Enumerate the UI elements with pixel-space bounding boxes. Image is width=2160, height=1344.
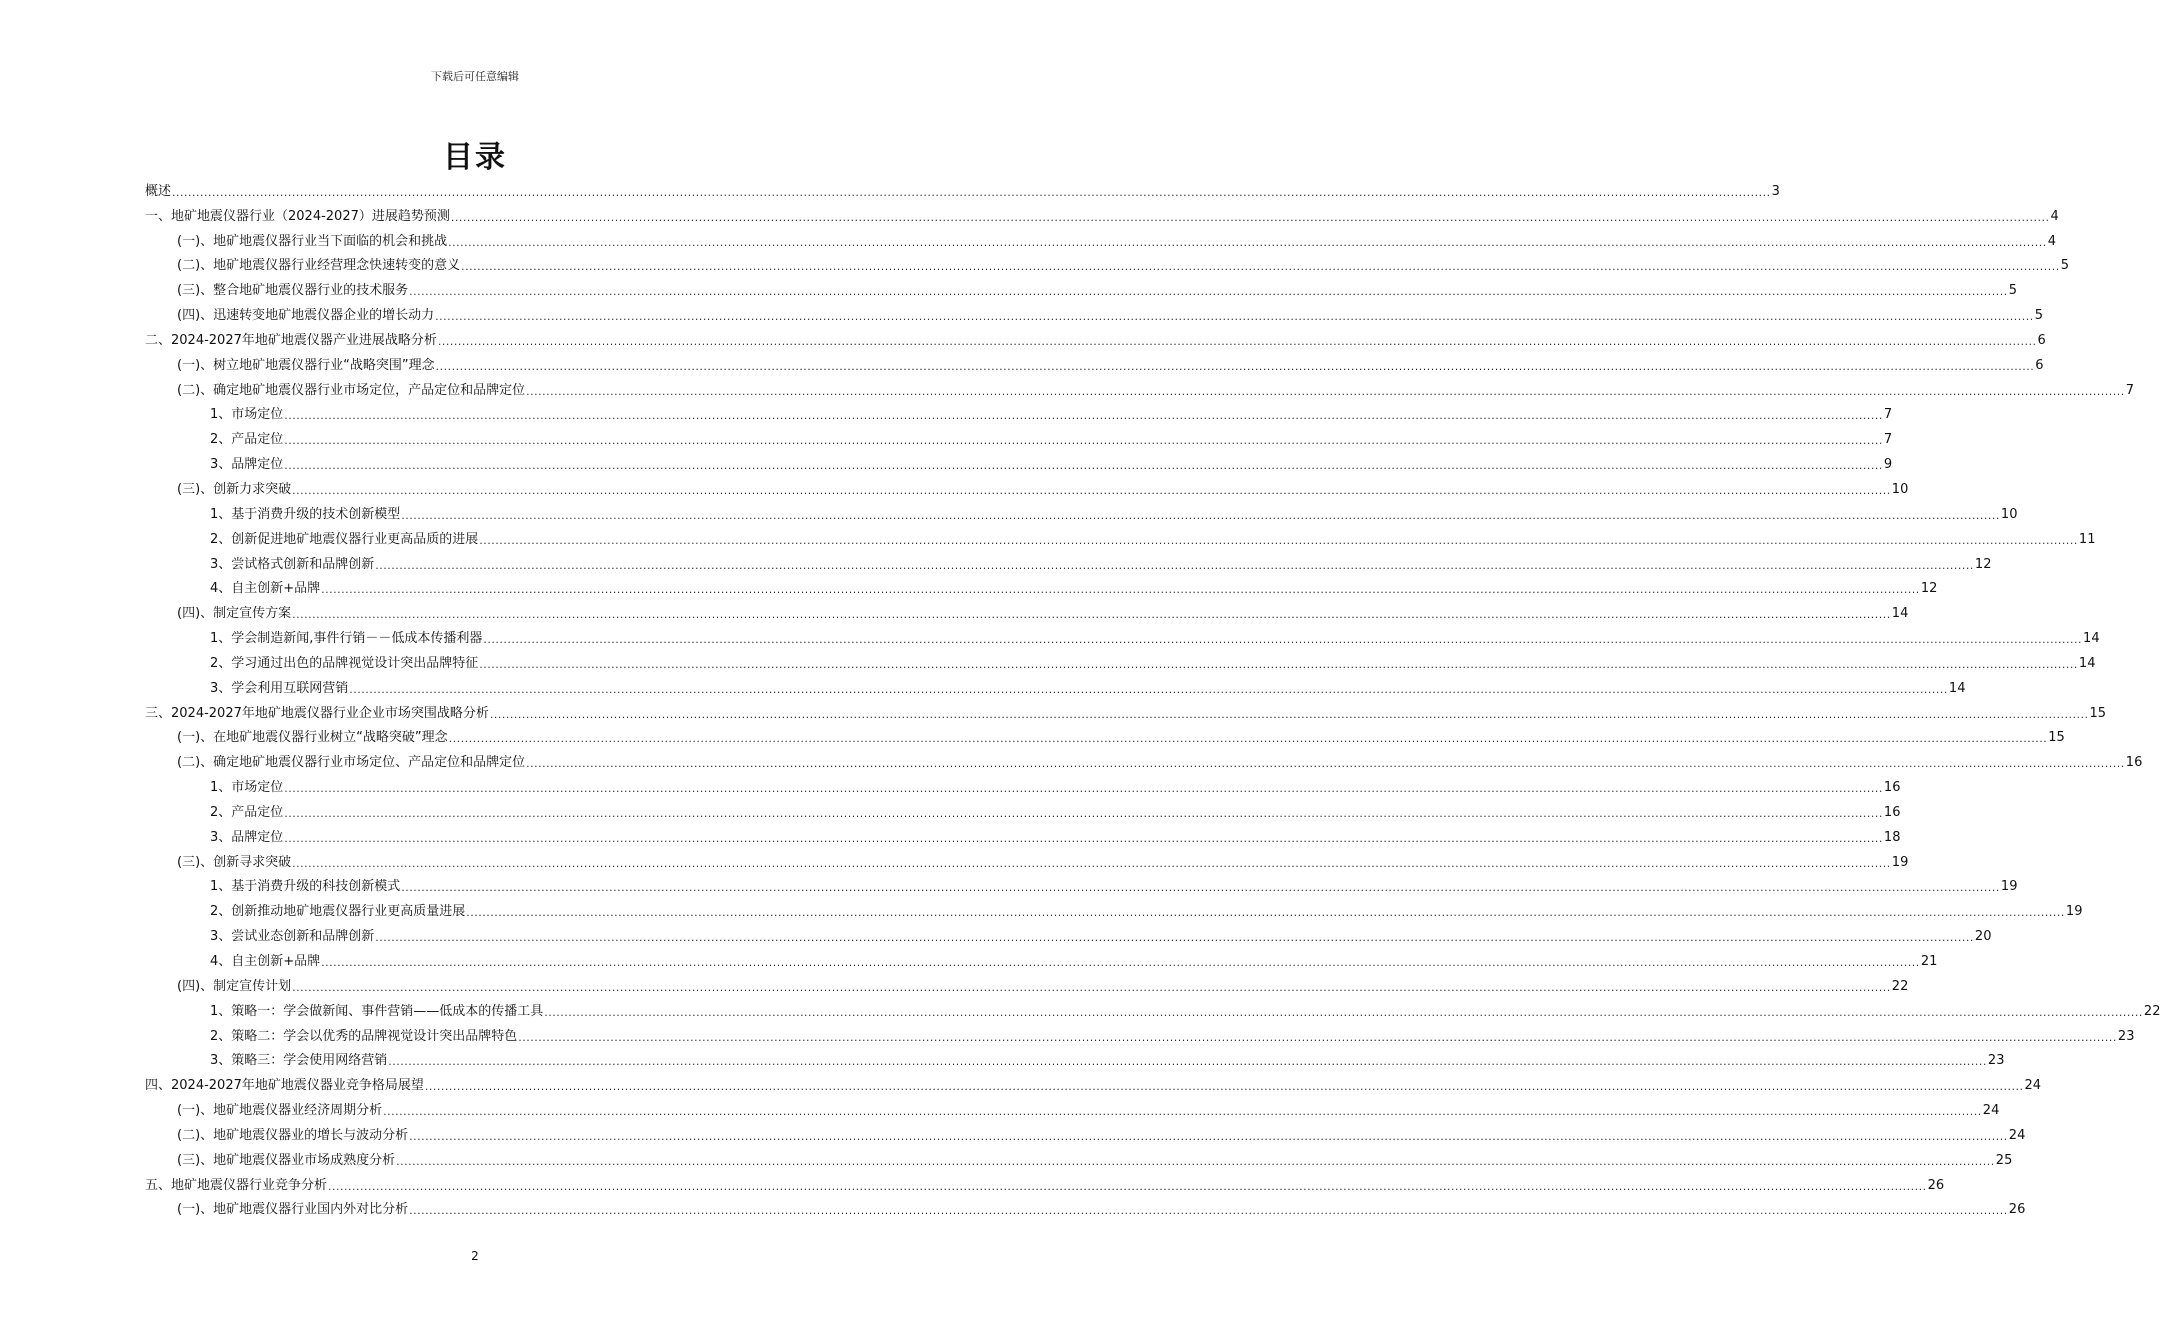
toc-entry-title: 2、策略二：学会以优秀的品牌视觉设计突出品牌特色 [210, 1028, 518, 1044]
toc-entry[interactable] [145, 1195, 2026, 1220]
toc-entry-page-number: 14 [1891, 606, 1909, 622]
toc-entry-page-number: 21 [1920, 954, 1938, 969]
toc-entry-page-number: 4 [2047, 233, 2057, 249]
toc-dot-leader: ................................................................................................................................................................................................................................................................................................................................................................................................................ [284, 806, 1883, 820]
toc-entry-page-number: 5 [2060, 258, 2070, 274]
toc-entry-page-number: 12 [1974, 556, 1992, 572]
toc-entry-title: (三)、创新寻求突破 [177, 854, 292, 870]
toc-dot-leader: ................................................................................................................................................................................................................................................................................................................................................................................................................ [284, 782, 1883, 796]
toc-entry[interactable] [145, 673, 1966, 698]
toc-entry-page-number: 25 [1995, 1152, 2013, 1168]
toc-entry-title: (四)、迅速转变地矿地震仪器企业的增长动力 [177, 308, 435, 324]
toc-entry-title: 二、2024-2027年地矿地震仪器产业进展战略分析 [145, 332, 437, 348]
toc-entry-title: (三)、整合地矿地震仪器行业的技术服务 [177, 283, 409, 299]
toc-entry-page-number: 23 [2117, 1028, 2135, 1044]
toc-dot-leader: ................................................................................................................................................................................................................................................................................................................................................................................................................ [409, 1204, 2008, 1218]
toc-entry-title: 一、地矿地震仪器行业（2024-2027）进展趋势预测 [145, 208, 450, 224]
toc-entry-page-number: 20 [1974, 929, 1992, 945]
toc-dot-leader: ................................................................................................................................................................................................................................................................................................................................................................................................................ [328, 1179, 1927, 1193]
toc-entry[interactable] [145, 872, 2018, 897]
toc-entry[interactable] [145, 375, 2135, 400]
toc-entry-title: 2、产品定位 [210, 804, 284, 820]
toc-entry[interactable] [145, 499, 2018, 524]
toc-dot-leader: ................................................................................................................................................................................................................................................................................................................................................................................................................ [526, 757, 2125, 771]
toc-entry-page-number: 6 [2035, 357, 2044, 373]
toc-dot-leader: ................................................................................................................................................................................................................................................................................................................................................................................................................ [284, 409, 1883, 423]
page-header-note: 下载后可任意编辑 [431, 70, 519, 83]
toc-entry-title: 1、基于消费升级的科技创新模式 [210, 879, 401, 895]
toc-dot-leader: ................................................................................................................................................................................................................................................................................................................................................................................................................ [518, 1030, 2117, 1044]
toc-entry-title: 1、基于消费升级的技术创新模型 [210, 506, 401, 522]
toc-entry[interactable] [145, 946, 1938, 971]
toc-entry-title: 2、创新促进地矿地震仪器行业更高品质的进展 [210, 531, 479, 547]
toc-entry[interactable] [145, 648, 2096, 673]
toc-dot-leader: ................................................................................................................................................................................................................................................................................................................................................................................................................ [448, 235, 2047, 249]
toc-dot-leader: ................................................................................................................................................................................................................................................................................................................................................................................................................ [479, 657, 2078, 671]
toc-entry[interactable] [145, 251, 2070, 276]
toc-dot-leader: ................................................................................................................................................................................................................................................................................................................................................................................................................ [424, 1080, 2024, 1094]
toc-dot-leader: ................................................................................................................................................................................................................................................................................................................................................................................................................ [172, 185, 1771, 199]
toc-dot-leader: ................................................................................................................................................................................................................................................................................................................................................................................................................ [479, 533, 2078, 547]
toc-entry[interactable] [145, 623, 2100, 648]
toc-dot-leader: ................................................................................................................................................................................................................................................................................................................................................................................................................ [375, 558, 1974, 572]
toc-entry-page-number: 14 [2083, 631, 2100, 647]
toc-entry-page-number: 19 [2065, 904, 2083, 920]
toc-entry-title: 3、品牌定位 [210, 829, 284, 845]
toc-entry-title: (三)、地矿地震仪器业市场成熟度分析 [177, 1152, 396, 1168]
toc-entry[interactable] [145, 350, 2044, 375]
toc-dot-leader: ................................................................................................................................................................................................................................................................................................................................................................................................................ [396, 1154, 1995, 1168]
toc-entry[interactable] [145, 1021, 2135, 1046]
toc-entry-title: 4、自主创新+品牌 [210, 581, 321, 597]
toc-entry[interactable] [145, 1120, 2026, 1145]
toc-entry-title: 五、地矿地震仪器行业竞争分析 [145, 1177, 328, 1193]
toc-entry-page-number: 26 [1927, 1177, 1945, 1193]
toc-entry-title: (四)、制定宣传方案 [177, 606, 292, 622]
toc-entry-title: 1、市场定位 [210, 407, 284, 423]
toc-dot-leader: ................................................................................................................................................................................................................................................................................................................................................................................................................ [401, 881, 2000, 895]
toc-entry-title: (一)、在地矿地震仪器行业树立“战略突破”理念 [177, 730, 448, 746]
toc-entry-title: 概述 [145, 183, 172, 199]
toc-entry-title: 2、创新推动地矿地震仪器行业更高质量进展 [210, 904, 466, 920]
toc-entry[interactable] [145, 996, 2160, 1021]
toc-entry[interactable] [145, 1070, 2042, 1095]
toc-entry[interactable] [145, 822, 1901, 847]
toc-entry-title: (一)、地矿地震仪器行业当下面临的机会和挑战 [177, 233, 448, 249]
toc-entry-title: 1、策略一：学会做新闻、事件营销——低成本的传播工具 [210, 1003, 544, 1019]
toc-entry-title: 3、学会利用互联网营销 [210, 680, 349, 696]
toc-entry-title: 三、2024-2027年地矿地震仪器行业企业市场突围战略分析 [145, 705, 489, 721]
toc-entry-page-number: 7 [1883, 432, 1893, 448]
toc-dot-leader: ................................................................................................................................................................................................................................................................................................................................................................................................................ [526, 384, 2125, 398]
toc-entry[interactable] [145, 524, 2096, 549]
toc-entry-title: 4、自主创新+品牌 [210, 954, 321, 969]
toc-entry-page-number: 19 [1891, 854, 1909, 870]
toc-entry-page-number: 24 [1982, 1103, 2000, 1119]
toc-dot-leader: ................................................................................................................................................................................................................................................................................................................................................................................................................ [292, 856, 1891, 870]
toc-entry-page-number: 23 [1987, 1053, 2005, 1069]
table-of-contents [145, 176, 2160, 1219]
toc-entry[interactable] [145, 1145, 2013, 1170]
toc-dot-leader: ................................................................................................................................................................................................................................................................................................................................................................................................................ [292, 483, 1891, 497]
toc-entry-page-number: 16 [1883, 780, 1901, 796]
toc-entry[interactable] [145, 474, 1909, 499]
toc-entry-page-number: 6 [2037, 332, 2046, 348]
toc-entry-page-number: 12 [1920, 581, 1938, 597]
toc-entry-page-number: 11 [2078, 531, 2096, 547]
toc-entry-page-number: 4 [2050, 208, 2059, 224]
toc-entry[interactable] [145, 1046, 2005, 1071]
toc-dot-leader: ................................................................................................................................................................................................................................................................................................................................................................................................................ [284, 831, 1883, 845]
toc-entry[interactable] [145, 1095, 2000, 1120]
toc-entry[interactable] [145, 896, 2083, 921]
toc-entry-page-number: 14 [2078, 655, 2096, 671]
toc-entry[interactable] [145, 275, 2018, 300]
toc-entry-page-number: 5 [2008, 283, 2018, 299]
toc-entry[interactable] [145, 772, 1901, 797]
toc-entry[interactable] [145, 598, 1909, 623]
toc-entry-page-number: 15 [2089, 705, 2107, 721]
toc-dot-leader: ................................................................................................................................................................................................................................................................................................................................................................................................................ [409, 1129, 2008, 1143]
toc-dot-leader: ................................................................................................................................................................................................................................................................................................................................................................................................................ [349, 682, 1948, 696]
toc-entry[interactable] [145, 424, 1893, 449]
toc-entry-title: (二)、确定地矿地震仪器行业市场定位、产品定位和品牌定位 [177, 755, 526, 771]
toc-entry-page-number: 24 [2008, 1127, 2026, 1143]
toc-entry-title: (一)、地矿地震仪器行业国内外对比分析 [177, 1202, 409, 1218]
toc-entry-page-number: 14 [1948, 680, 1966, 696]
toc-dot-leader: ................................................................................................................................................................................................................................................................................................................................................................................................................ [321, 956, 1920, 969]
toc-entry-page-number: 9 [1883, 457, 1893, 473]
toc-dot-leader: ................................................................................................................................................................................................................................................................................................................................................................................................................ [401, 508, 2000, 522]
toc-entry-title: 3、尝试业态创新和品牌创新 [210, 929, 375, 945]
toc-entry[interactable] [145, 747, 2143, 772]
toc-entry[interactable] [145, 971, 1909, 996]
toc-entry[interactable] [145, 1170, 1945, 1195]
toc-entry-title: 3、尝试格式创新和品牌创新 [210, 556, 375, 572]
toc-entry-title: (三)、创新力求突破 [177, 481, 292, 497]
toc-entry-page-number: 10 [1891, 481, 1909, 497]
toc-entry-page-number: 16 [2125, 755, 2143, 771]
toc-dot-leader: ................................................................................................................................................................................................................................................................................................................................................................................................................ [409, 285, 2008, 299]
toc-entry-page-number: 16 [1883, 804, 1901, 820]
toc-entry[interactable] [145, 723, 2065, 748]
page-title: 目录 [443, 140, 507, 175]
toc-entry-page-number: 18 [1883, 829, 1901, 845]
toc-entry-page-number: 3 [1771, 183, 1780, 199]
toc-entry-title: 3、策略三：学会使用网络营销 [210, 1053, 388, 1069]
toc-entry-page-number: 22 [1891, 978, 1909, 994]
toc-dot-leader: ................................................................................................................................................................................................................................................................................................................................................................................................................ [435, 310, 2034, 324]
toc-entry[interactable] [145, 400, 1893, 425]
toc-dot-leader: ................................................................................................................................................................................................................................................................................................................................................................................................................ [321, 583, 1920, 597]
toc-dot-leader: ................................................................................................................................................................................................................................................................................................................................................................................................................ [461, 260, 2060, 274]
toc-entry[interactable] [145, 698, 2107, 723]
toc-dot-leader: ................................................................................................................................................................................................................................................................................................................................................................................................................ [292, 980, 1891, 994]
toc-entry[interactable] [145, 797, 1901, 822]
toc-entry[interactable] [145, 325, 2046, 350]
toc-entry-title: (二)、地矿地震仪器行业经营理念快速转变的意义 [177, 258, 461, 274]
toc-dot-leader: ................................................................................................................................................................................................................................................................................................................................................................................................................ [388, 1055, 1987, 1069]
toc-entry-page-number: 5 [2034, 308, 2044, 324]
toc-entry-page-number: 15 [2048, 730, 2065, 746]
toc-entry-title: 1、市场定位 [210, 780, 284, 796]
toc-entry[interactable] [145, 574, 1938, 599]
toc-entry-title: (一)、树立地矿地震仪器行业“战略突围”理念 [177, 357, 435, 373]
toc-dot-leader: ................................................................................................................................................................................................................................................................................................................................................................................................................ [489, 707, 2089, 721]
toc-entry-page-number: 7 [2125, 382, 2135, 398]
toc-dot-leader: ................................................................................................................................................................................................................................................................................................................................................................................................................ [448, 732, 2048, 746]
toc-dot-leader: ................................................................................................................................................................................................................................................................................................................................................................................................................ [375, 931, 1974, 945]
toc-entry-title: 3、品牌定位 [210, 457, 284, 473]
page-number: 2 [471, 1249, 479, 1263]
toc-entry[interactable] [145, 176, 1780, 201]
toc-dot-leader: ................................................................................................................................................................................................................................................................................................................................................................................................................ [292, 608, 1891, 622]
toc-entry-title: 1、学会制造新闻,事件行销－－低成本传播利器 [210, 631, 483, 647]
toc-dot-leader: ................................................................................................................................................................................................................................................................................................................................................................................................................ [437, 334, 2037, 348]
toc-entry-title: (二)、地矿地震仪器业的增长与波动分析 [177, 1127, 409, 1143]
toc-dot-leader: ................................................................................................................................................................................................................................................................................................................................................................................................................ [450, 210, 2050, 224]
toc-dot-leader: ................................................................................................................................................................................................................................................................................................................................................................................................................ [466, 906, 2065, 920]
toc-dot-leader: ................................................................................................................................................................................................................................................................................................................................................................................................................ [483, 633, 2083, 647]
toc-entry[interactable] [145, 201, 2059, 226]
toc-entry-page-number: 24 [2024, 1078, 2042, 1094]
toc-entry-title: 四、2024-2027年地矿地震仪器业竞争格局展望 [145, 1078, 424, 1094]
toc-entry[interactable] [145, 847, 1909, 872]
toc-dot-leader: ................................................................................................................................................................................................................................................................................................................................................................................................................ [544, 1005, 2143, 1019]
toc-entry-page-number: 7 [1883, 407, 1893, 423]
toc-entry-page-number: 22 [2143, 1003, 2160, 1019]
toc-dot-leader: ................................................................................................................................................................................................................................................................................................................................................................................................................ [284, 434, 1883, 448]
toc-entry[interactable] [145, 300, 2044, 325]
toc-dot-leader: ................................................................................................................................................................................................................................................................................................................................................................................................................ [383, 1105, 1982, 1119]
toc-entry-page-number: 26 [2008, 1202, 2026, 1218]
toc-dot-leader: ................................................................................................................................................................................................................................................................................................................................................................................................................ [435, 359, 2035, 373]
toc-entry[interactable] [145, 549, 1992, 574]
toc-entry[interactable] [145, 449, 1893, 474]
toc-entry[interactable] [145, 226, 2057, 251]
toc-entry-title: (一)、地矿地震仪器业经济周期分析 [177, 1103, 383, 1119]
toc-entry-title: 2、产品定位 [210, 432, 284, 448]
toc-entry[interactable] [145, 921, 1992, 946]
toc-entry-title: (二)、确定地矿地震仪器行业市场定位，产品定位和品牌定位 [177, 382, 526, 398]
toc-dot-leader: ................................................................................................................................................................................................................................................................................................................................................................................................................ [284, 459, 1883, 473]
toc-entry-page-number: 10 [2000, 506, 2018, 522]
toc-entry-title: 2、学习通过出色的品牌视觉设计突出品牌特征 [210, 655, 479, 671]
toc-entry-page-number: 19 [2000, 879, 2018, 895]
toc-entry-title: (四)、制定宣传计划 [177, 978, 292, 994]
